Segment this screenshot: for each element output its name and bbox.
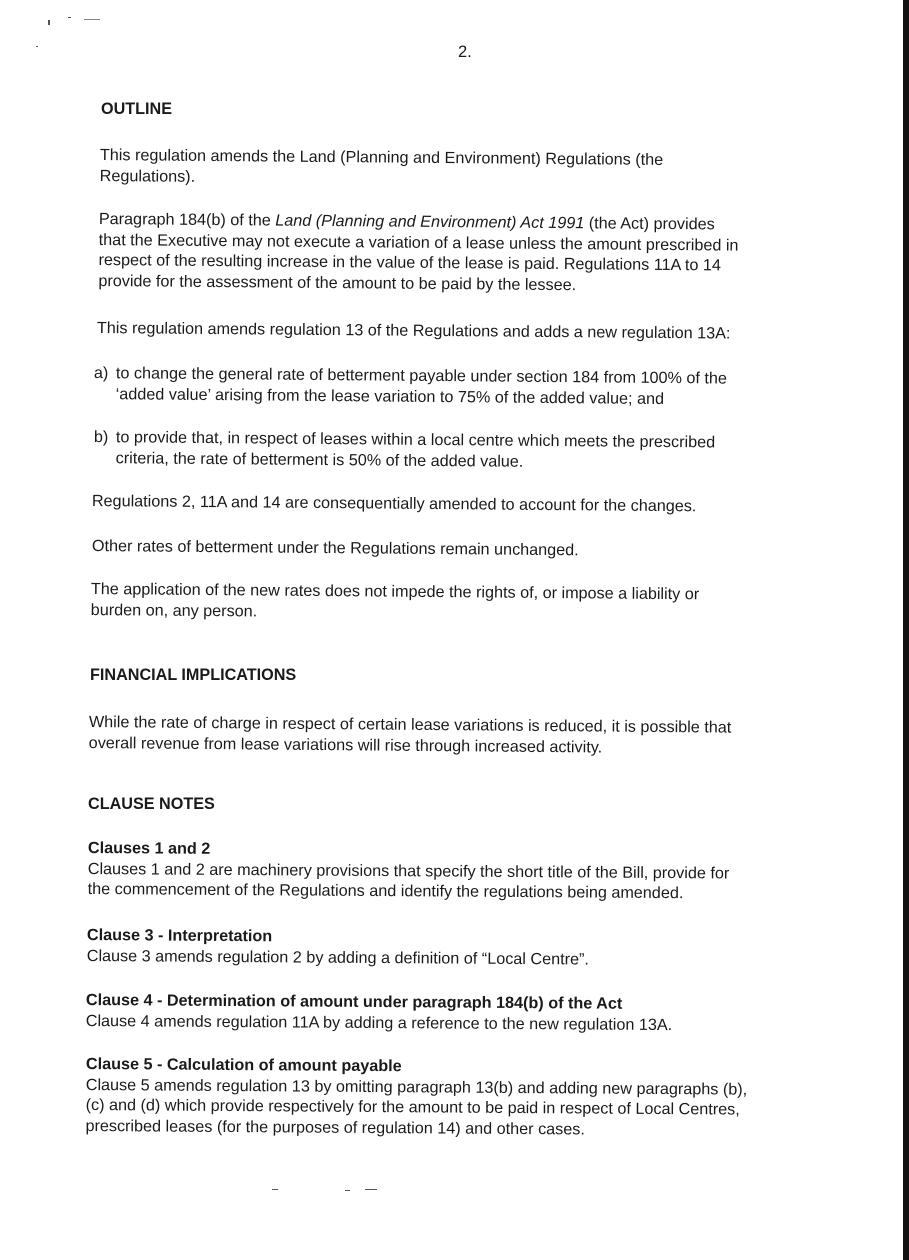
clause-title: Clause 4 - Determination of amount under paragraph 184(b) of the Act — [85, 991, 623, 1013]
text-line: ‘added value’ arising from the lease variation to 75% of the added value; and — [115, 384, 665, 408]
clause-note — [87, 925, 589, 970]
text-line: Clause 5 amends regulation 13 by omitting paragraph 13(b) and adding new paragraphs (b), — [85, 1075, 748, 1099]
text-line: This regulation amends the Land (Planning and Environment) Regulations (the — [99, 145, 664, 169]
scan-speck — [345, 1190, 350, 1191]
scan-speck — [272, 1189, 278, 1190]
text-span: Paragraph 184(b) of the — [98, 209, 276, 230]
financial-paragraph — [89, 712, 732, 759]
text-span: (the Act) provides — [584, 214, 715, 234]
text-line: Clause 3 amends regulation 2 by adding a definition of “Local Centre”. — [86, 946, 589, 969]
text-line: respect of the resulting increase in the value of the lease is paid. Regulations 11A to 14 — [98, 250, 722, 275]
text-line: the commencement of the Regulations and identify the regulations being amended. — [87, 879, 684, 903]
clause-note — [88, 838, 730, 904]
scan-speck — [84, 19, 100, 20]
text-line: Clauses 1 and 2 are machinery provisions that specify the short title of the Bill, provide for — [87, 859, 730, 882]
scan-speck — [36, 46, 38, 47]
list-item-a — [94, 363, 727, 410]
outline-paragraph-3: This regulation amends regulation 13 of the Regulations and adds a new regulation 13A: — [96, 318, 731, 343]
text-line: overall revenue from lease variations will rise through increased activity. — [88, 733, 603, 756]
text-line: Clause 4 amends regulation 11A by adding a reference to the new regulation 13A. — [85, 1011, 673, 1034]
text-span: to provide that, in respect of leases within a local centre which meets the prescribed — [115, 428, 716, 452]
outline-paragraph-1 — [100, 145, 664, 191]
text-span: to change the general rate of betterment payable under section 184 from 100% of the — [115, 364, 727, 388]
page-number: 2. — [458, 43, 472, 61]
scan-speck — [48, 20, 50, 25]
outline-paragraph-4: Regulations 2, 11A and 14 are consequentially amended to account for the changes. — [91, 491, 697, 516]
text-line: (c) and (d) which provide respectively for the amount to be paid in respect of Local Centres, — [85, 1095, 740, 1119]
outline-paragraph-6 — [91, 579, 700, 625]
text-line: criteria, the rate of betterment is 50% of the added value. — [115, 448, 524, 471]
text-line: While the rate of charge in respect of certain lease variations is reduced, it is possible that — [88, 712, 732, 737]
clause-title: Clause 5 - Calculation of amount payable — [85, 1055, 402, 1076]
clause-notes-heading: CLAUSE NOTES — [88, 795, 215, 813]
outline-paragraph-2 — [98, 209, 738, 297]
text-line: Regulations). — [99, 166, 196, 186]
text-line: prescribed leases (for the purposes of regulation 14) and other cases. — [85, 1116, 585, 1138]
list-label: a) — [93, 363, 109, 383]
financial-heading: FINANCIAL IMPLICATIONS — [90, 666, 297, 684]
scan-speck — [68, 17, 71, 18]
clause-note — [85, 1054, 747, 1141]
text-line: burden on, any person. — [90, 600, 258, 620]
clause-title: Clauses 1 and 2 — [87, 839, 211, 858]
clause-title: Clause 3 - Interpretation — [86, 926, 273, 946]
text-line: provide for the assessment of the amount to be paid by the lessee. — [98, 271, 577, 294]
text-line: The application of the new rates does not impede the rights of, or impose a liability or — [90, 579, 700, 604]
scan-speck — [365, 1189, 377, 1190]
list-item-b — [94, 427, 716, 473]
text-line: that the Executive may not execute a variation of a lease unless the amount prescribed in — [98, 230, 739, 255]
clause-note — [86, 990, 673, 1035]
outline-paragraph-5: Other rates of betterment under the Regulations remain unchanged. — [91, 536, 579, 560]
list-label: b) — [93, 427, 109, 447]
outline-heading: OUTLINE — [101, 100, 173, 118]
act-title: Land (Planning and Environment) Act 1991 — [275, 211, 585, 233]
